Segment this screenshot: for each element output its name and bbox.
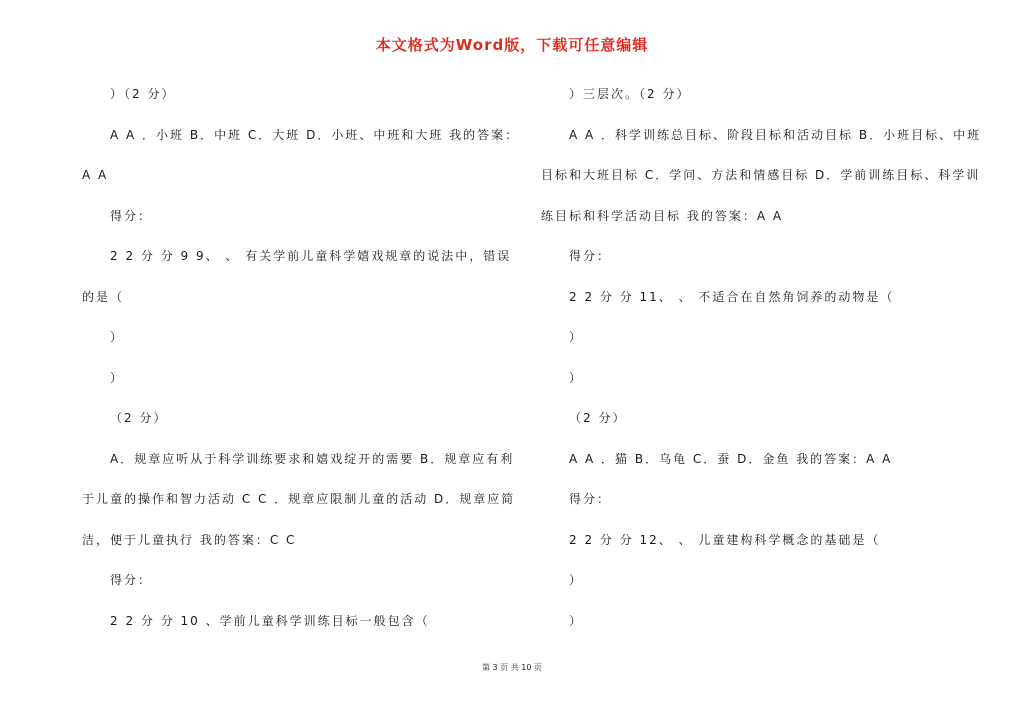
text-line: 2 2 分 分 9 9、 、 有关学前儿童科学嬉戏规章的说法中，错误 [110, 249, 512, 263]
text-line: 洁，便于儿童执行 我的答案：C C [82, 532, 297, 547]
text-line: 2 2 分 分 10 、学前儿童科学训练目标一般包含（ [110, 613, 430, 628]
text-line: ）三层次。（2 分） [569, 87, 691, 101]
text-line: ） [569, 613, 584, 628]
text-line: ） [110, 370, 125, 385]
text-line: ） [110, 330, 125, 344]
text-line: A．规章应听从于科学训练要求和嬉戏绽开的需要 B．规章应有利 [110, 451, 515, 466]
text-line: 于儿童的操作和智力活动 C C ．规章应限制儿童的活动 D．规章应简 [82, 492, 516, 506]
text-line: 得分： [110, 208, 153, 223]
text-line: 得分： [110, 573, 153, 587]
text-line: A A ．科学训练总目标、阶段目标和活动目标 B．小班目标、中班 [569, 127, 982, 142]
text-line: （2 分） [110, 411, 168, 425]
text-line: 得分： [569, 492, 612, 506]
text-line: 2 2 分 分 12、 、 儿童建构科学概念的基础是（ [569, 532, 881, 547]
text-line: 练目标和科学活动目标 我的答案：A A [541, 208, 784, 223]
right-column [541, 84, 982, 651]
text-line: ） [569, 330, 584, 344]
text-line: 目标和大班目标 C．学问、方法和情感目标 D．学前训练目标、科学训 [541, 168, 981, 182]
text-line: A A ．猫 B．乌龟 C．蚕 D．金鱼 我的答案：A A [569, 451, 893, 466]
text-line: ） [569, 573, 584, 587]
text-line: A A ．小班 B．中班 C．大班 D．小班、中班和大班 我的答案： [110, 127, 520, 142]
document-banner: 本文格式为Word版，下载可任意编辑 [375, 36, 649, 54]
text-line: A A [82, 168, 109, 182]
text-line: （2 分） [569, 411, 627, 425]
text-line: ） [569, 370, 584, 385]
text-line: 2 2 分 分 11、 、 不适合在自然角饲养的动物是（ [569, 289, 895, 304]
text-line: 得分： [569, 249, 612, 263]
left-column [82, 84, 520, 651]
text-line: ）（2 分） [110, 87, 176, 101]
text-line: 的是（ [82, 289, 125, 304]
page-footer: 第 3 页 共 10 页 [482, 663, 542, 672]
